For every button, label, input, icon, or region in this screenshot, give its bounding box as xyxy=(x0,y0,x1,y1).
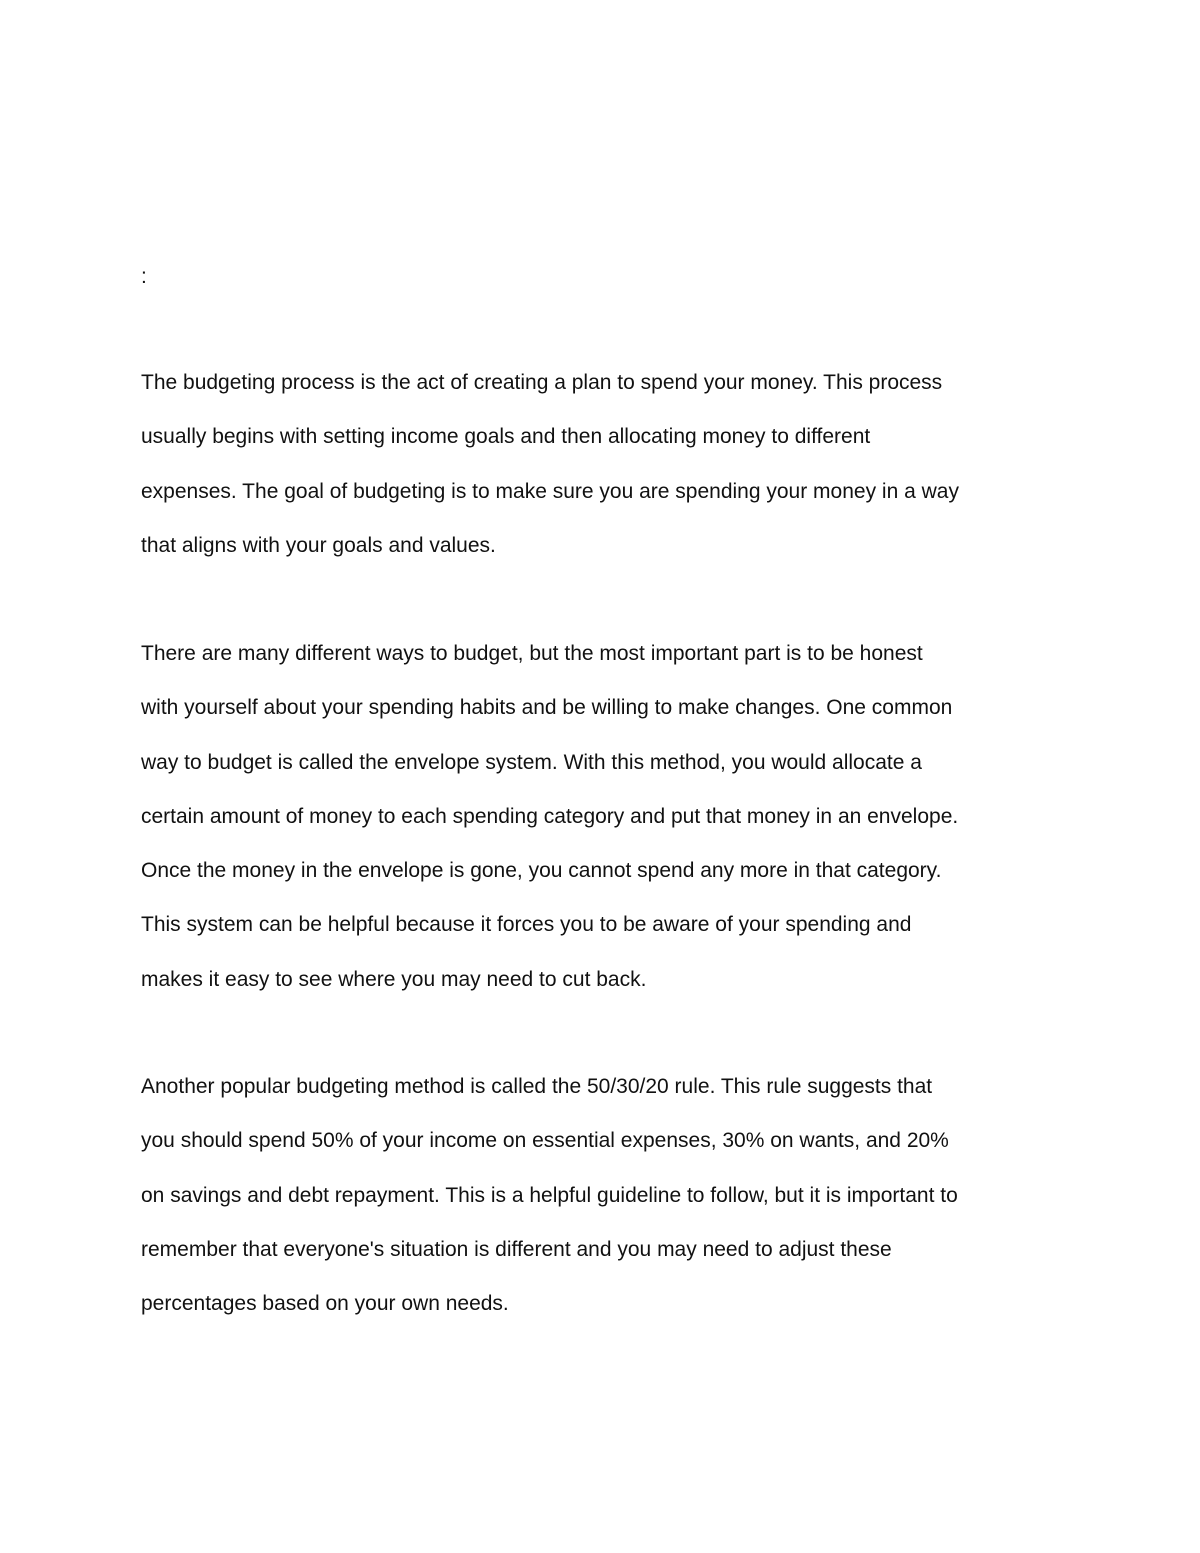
paragraph-line: This system can be helpful because it forces you to be aware of your spending and xyxy=(141,913,912,937)
paragraph-line: The budgeting process is the act of creating a plan to spend your money. This process xyxy=(141,371,943,394)
paragraph-line: makes it easy to see where you may need to cut back. xyxy=(141,967,647,991)
paragraph-line: usually begins with setting income goals and then allocating money to different xyxy=(141,425,871,449)
paragraph-line: remember that everyone's situation is different and you may need to adjust these xyxy=(141,1237,892,1261)
heading-colon: : xyxy=(141,265,147,288)
paragraph-line: percentages based on your own needs. xyxy=(141,1292,509,1316)
paragraph-line: Once the money in the envelope is gone, you cannot spend any more in that category. xyxy=(141,859,942,883)
paragraph-line: on savings and debt repayment. This is a helpful guideline to follow, but it is important to xyxy=(141,1183,958,1207)
paragraph-line: way to budget is called the envelope system. With this method, you would allocate a xyxy=(141,750,922,774)
paragraph-line: expenses. The goal of budgeting is to make sure you are spending your money in a way xyxy=(141,479,959,503)
paragraph-budgeting-process xyxy=(141,356,1081,573)
paragraph-line: with yourself about your spending habits and be willing to make changes. One common xyxy=(141,696,953,720)
paragraph-line: There are many different ways to budget, but the most important part is to be honest xyxy=(141,642,923,665)
paragraph-line: you should spend 50% of your income on essential expenses, 30% on wants, and 20% xyxy=(141,1129,949,1153)
paragraph-line: that aligns with your goals and values. xyxy=(141,533,496,557)
paragraph-line: certain amount of money to each spending category and put that money in an envelope. xyxy=(141,804,959,828)
paragraph-envelope-system xyxy=(141,627,1081,1007)
paragraph-line: Another popular budgeting method is called the 50/30/20 rule. This rule suggests that xyxy=(141,1075,933,1098)
paragraph-50-30-20-rule xyxy=(141,1060,1081,1331)
